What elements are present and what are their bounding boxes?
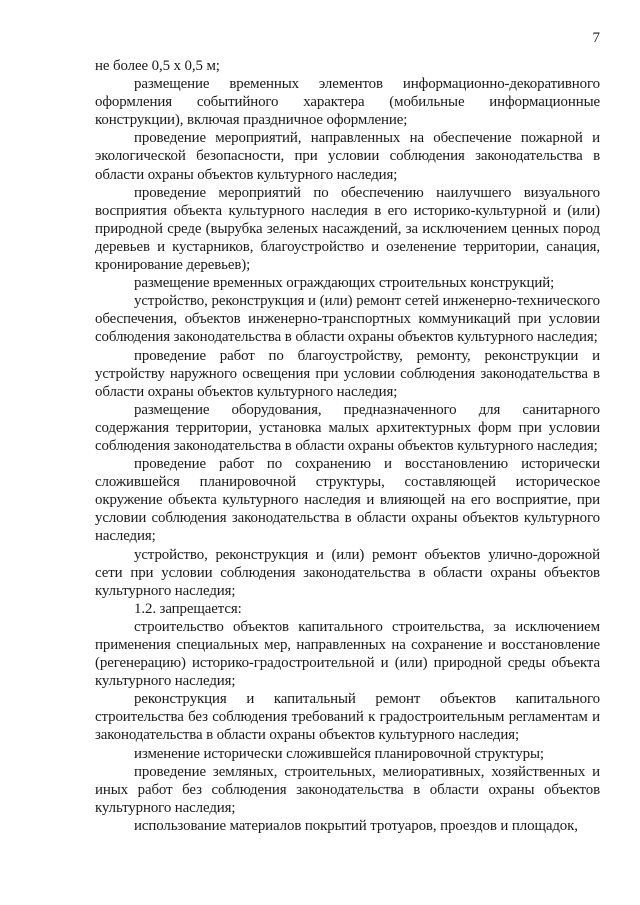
paragraph: размещение временных ограждающих строительных конструкций; (134, 275, 555, 292)
paragraph: не более 0,5 х 0,5 м; (95, 58, 220, 74)
paragraph: устройство, реконструкция и (или) ремонт сетей инженерно-технического обеспечения, объектов инженерно-транспортных коммуникаций при условии соблюдения законодательства в области охраны объектов культурного наследия; (95, 293, 600, 346)
paragraph: устройство, реконструкция и (или) ремонт объектов улично-дорожной сети при условии соблюдения законодательства в области охраны объектов культурного наследия; (95, 546, 600, 599)
document-body (95, 57, 600, 835)
paragraph: проведение земляных, строительных, мелиоративных, хозяйственных и иных работ без соблюдения законодательства в области охраны объектов культурного наследия; (95, 763, 600, 816)
page-number: 7 (592, 30, 600, 46)
paragraph: строительство объектов капитального строительства, за исключением применения специальных мер, направленных на сохранение и восстановление (регенерацию) историко-градостроительной и (или) природной среды объекта культурного наследия; (95, 618, 600, 690)
paragraph: размещение временных элементов информационно-декоративного оформления событийного характера (мобильные информационные конструкции), включая праздничное оформление; (95, 76, 600, 129)
paragraph: проведение мероприятий по обеспечению наилучшего визуального восприятия объекта культурного наследия в его историко-культурной и (или) природной среде (вырубка зеленых насаждений, за исключением ценных пород деревьев и кустарников, благоустройство и озеленение территории, санация, кронирование деревьев); (95, 184, 600, 274)
paragraph: использование материалов покрытий тротуаров, проездов и площадок, (134, 817, 578, 834)
paragraph: проведение работ по благоустройству, ремонту, реконструкции и устройству наружного освещения при условии соблюдения законодательства в области охраны объектов культурного наследия; (95, 347, 600, 400)
section-heading: 1.2. запрещается: (134, 600, 242, 617)
paragraph: проведение мероприятий, направленных на обеспечение пожарной и экологической безопасности, при условии соблюдения законодательства в области охраны объектов культурного наследия; (95, 130, 600, 183)
paragraph: проведение работ по сохранению и восстановлению исторически сложившейся планировочной структуры, составляющей историческое окружение объекта культурного наследия и влияющей на его восприятие, при условии соблюдения законодательства в области охраны объектов культурного наследия; (95, 456, 600, 545)
paragraph: реконструкция и капитальный ремонт объектов капитального строительства без соблюдения требований к градостроительным регламентам и законодательства в области охраны объектов культурного наследия; (95, 691, 600, 744)
paragraph: размещение оборудования, предназначенного для санитарного содержания территории, установка малых архитектурных форм при условии соблюдения законодательства в области охраны объектов культурного наследия; (95, 401, 600, 454)
paragraph: изменение исторически сложившейся планировочной структуры; (134, 745, 544, 762)
